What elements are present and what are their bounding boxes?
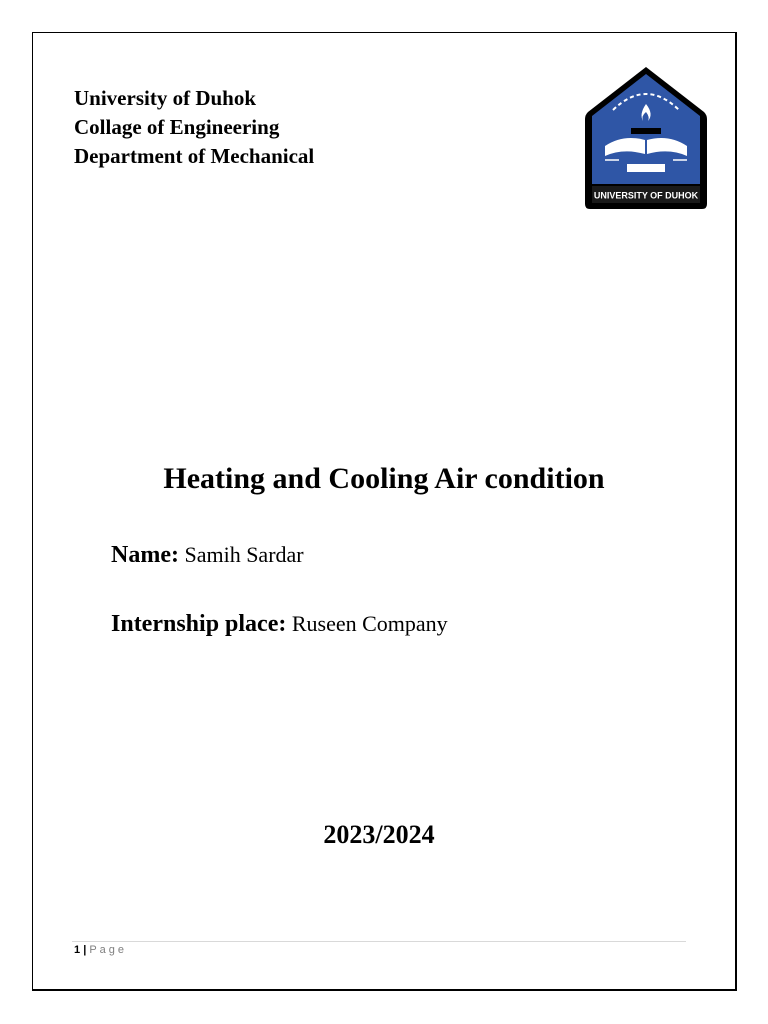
institution-header: [74, 84, 314, 171]
internship-place-field: [111, 611, 448, 638]
academic-year: 2023/2024: [323, 820, 435, 849]
page-footer: [74, 944, 127, 956]
footer-divider: [72, 941, 686, 942]
internship-place-value: Ruseen Company: [291, 611, 448, 636]
university-name: University of Duhok: [74, 86, 257, 110]
page-word: Page: [89, 944, 128, 956]
college-name: Collage of Engineering: [74, 115, 280, 139]
university-logo: [583, 64, 709, 211]
name-label: Name:: [111, 542, 179, 568]
page-number: 1: [74, 944, 81, 956]
internship-place-label: Internship place:: [111, 611, 287, 637]
logo-banner-text: UNIVERSITY OF DUHOK: [593, 190, 699, 201]
logo-arabic-name: [627, 164, 665, 172]
book-base: [631, 128, 661, 134]
student-name-field: [111, 542, 304, 569]
document-title: Heating and Cooling Air condition: [163, 462, 605, 495]
department-name: Department of Mechanical: [74, 144, 315, 168]
name-value: Samih Sardar: [184, 542, 304, 567]
footer-separator: |: [83, 944, 87, 956]
